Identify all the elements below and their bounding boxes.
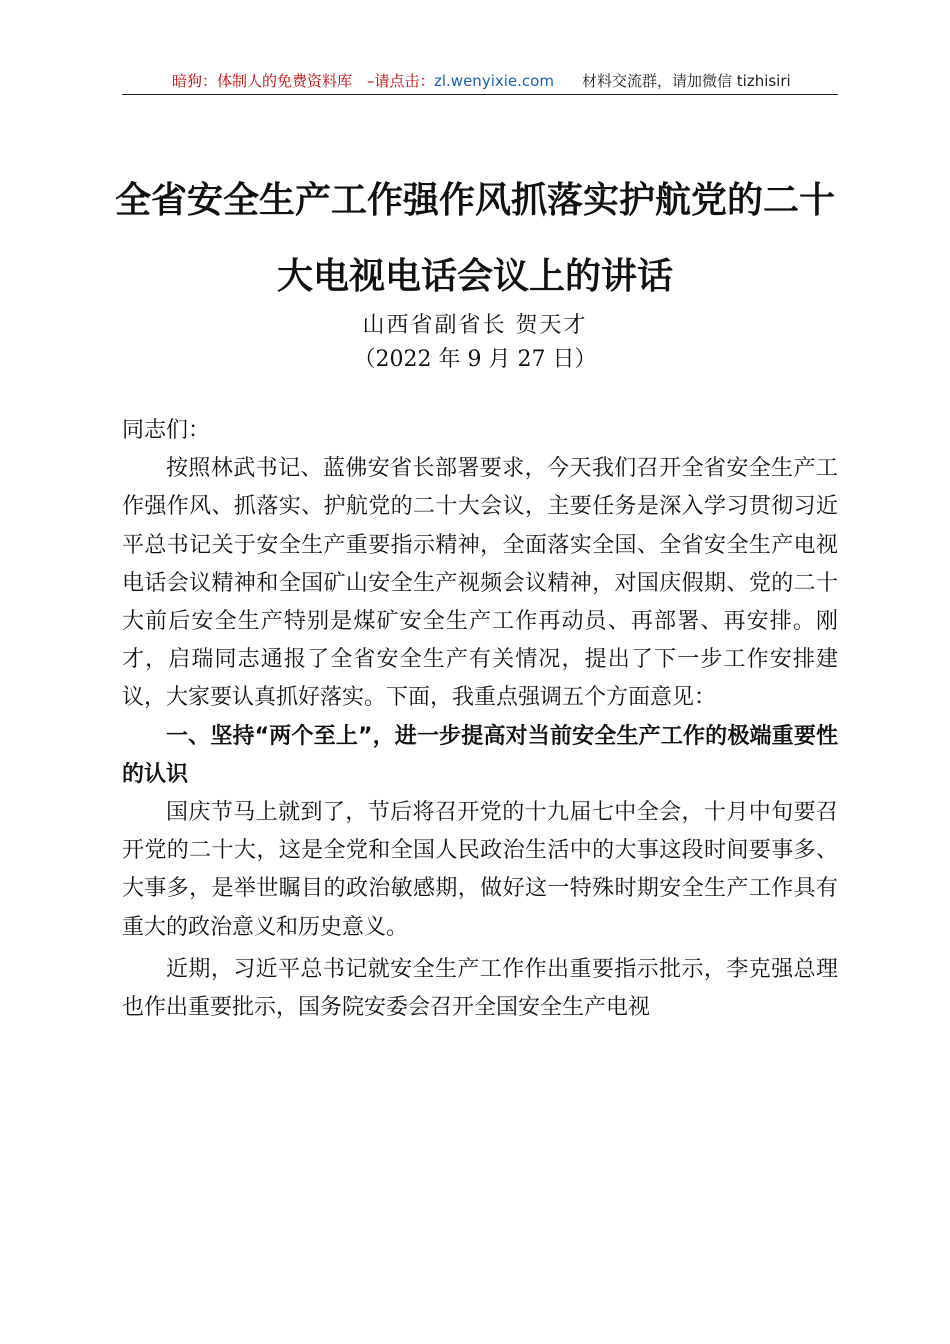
header-click-text: –请点击： [367,72,435,90]
date-line: （2022 年 9 月 27 日） [353,347,597,372]
header-promo: 暗狗：体制人的免费资料库 [172,72,353,90]
title-line-2: 大电视电话会议上的讲话 [276,255,673,297]
speech-body [122,412,838,1027]
speaker-line: 山西省副省长 贺天才 [362,313,588,338]
paragraph-1: 按照林武书记、蓝佛安省长部署要求，今天我们召开全省安全生产工作强作风、抓落实、护航党的二十大会议，主要任务是深入学习贯彻习近平总书记关于安全生产重要指示精神，全面落实全国、全省安全生产电视电话会议精神和全国矿山安全生产视频会议精神，对国庆假期、党的二十大前后安全生产特别是煤矿安全生产工作再动员、再部署、再安排。刚才，启瑞同志通报了全省安全生产有关情况，提出了下一步工作安排建议，大家要认真抓好落实。下面，我重点强调五个方面意见： [122,456,838,711]
header-url-link[interactable]: zl.wenyixie.com [434,72,554,90]
header-wechat: 材料交流群，请加微信 tizhisiri [582,72,791,90]
paragraph-3: 近期，习近平总书记就安全生产工作作出重要指示批示，李克强总理也作出重要批示，国务院安委会召开全国安全生产电视 [122,956,838,1021]
salutation: 同志们： [122,418,211,443]
section-heading-1: 一、坚持“两个至上”，进一步提高对当前安全生产工作的极端重要性的认识 [122,723,838,787]
title-line-1: 全省安全生产工作强作风抓落实护航党的二十 [114,179,835,221]
paragraph-2: 国庆节马上就到了，节后将召开党的十九届七中全会，十月中旬要召开党的二十大，这是全党和全国人民政治生活中的大事这段时间要事多、大事多，是举世瞩目的政治敏感期，做好这一特殊时期安全生产工作具有重大的政治意义和历史意义。 [122,800,838,940]
page-header [122,70,838,95]
